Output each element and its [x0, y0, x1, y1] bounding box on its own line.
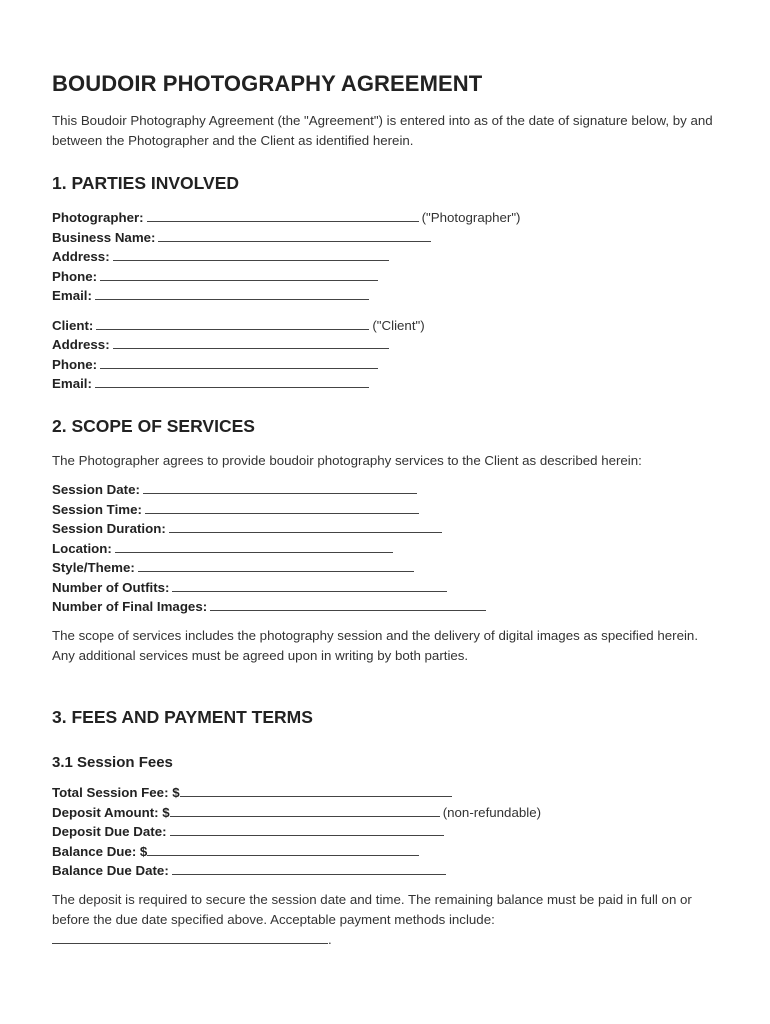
location-field — [52, 539, 732, 559]
business-name-field — [52, 228, 732, 248]
final-images-blank[interactable] — [210, 598, 486, 611]
field-label: Deposit Due Date: — [52, 824, 167, 839]
session-time-field — [52, 500, 732, 520]
field-label: Address: — [52, 337, 110, 352]
section-heading: 1. PARTIES INVOLVED — [52, 173, 240, 193]
business-name-blank[interactable] — [158, 229, 431, 242]
client-phone-field — [52, 355, 732, 375]
outfits-blank[interactable] — [172, 579, 447, 592]
photographer-email-field — [52, 286, 732, 306]
deposit-due-date-field — [52, 822, 732, 842]
balance-due-blank[interactable] — [147, 843, 419, 856]
field-label: Number of Final Images: — [52, 599, 208, 614]
photographer-phone-field — [52, 267, 732, 287]
field-label: Balance Due: $ — [52, 843, 148, 859]
balance-due-field — [52, 842, 732, 862]
field-label: Session Duration: — [52, 521, 166, 536]
deposit-due-date-blank[interactable] — [170, 823, 444, 836]
field-label: Session Date: — [52, 482, 140, 497]
session-date-blank[interactable] — [143, 481, 417, 494]
photographer-field — [52, 208, 732, 228]
scope-intro: The Photographer agrees to provide boudoir photography services to the Client as described herein: — [52, 453, 642, 468]
email-blank[interactable] — [95, 375, 369, 388]
field-label: Phone: — [52, 268, 98, 284]
field-label: Deposit Amount: $ — [52, 804, 170, 820]
field-label: Client: — [52, 317, 94, 333]
fee-fields — [52, 783, 732, 881]
email-blank[interactable] — [95, 287, 369, 300]
client-address-field — [52, 335, 732, 355]
photographer-fields — [52, 208, 732, 306]
field-label: Email: — [52, 376, 92, 391]
session-date-field — [52, 480, 732, 500]
client-email-field — [52, 374, 732, 394]
field-label: Balance Due Date: — [52, 863, 169, 878]
field-label: Session Time: — [52, 501, 142, 517]
final-images-field — [52, 597, 732, 617]
document-title: BOUDOIR PHOTOGRAPHY AGREEMENT — [52, 71, 483, 96]
section-heading: 2. SCOPE OF SERVICES — [52, 416, 255, 436]
field-suffix: ("Client") — [372, 317, 425, 333]
intro-text: This Boudoir Photography Agreement (the "Agreement") is entered into as of the date of signature below, by and between the Photographer and the Client as identified herein. — [52, 113, 713, 148]
address-blank[interactable] — [113, 336, 389, 349]
payment-note-end: . — [328, 931, 332, 947]
section-heading: 3. FEES AND PAYMENT TERMS — [52, 707, 313, 727]
session-time-blank[interactable] — [145, 501, 419, 514]
field-label: Number of Outfits: — [52, 579, 170, 595]
client-fields — [52, 316, 732, 394]
field-label: Photographer: — [52, 210, 144, 225]
phone-blank[interactable] — [100, 268, 378, 281]
intro-paragraph — [52, 111, 732, 151]
section-scope — [52, 416, 732, 666]
field-label: Location: — [52, 540, 112, 556]
deposit-amount-field — [52, 803, 732, 823]
address-blank[interactable] — [113, 248, 389, 261]
style-theme-field — [52, 558, 732, 578]
phone-blank[interactable] — [100, 356, 378, 369]
subsection-heading: 3.1 Session Fees — [52, 754, 173, 771]
scope-note: The scope of services includes the photography session and the delivery of digital images as specified herein. Any additional services must be agreed upon in writing by both parties. — [52, 627, 699, 663]
field-label: Style/Theme: — [52, 560, 135, 575]
deposit-amount-blank[interactable] — [170, 804, 440, 817]
field-label: Business Name: — [52, 229, 156, 245]
balance-due-date-blank[interactable] — [172, 862, 446, 875]
field-label: Address: — [52, 249, 110, 264]
payment-note-text: The deposit is required to secure the session date and time. The remaining balance must be paid in full on or before the due date specified above. Acceptable payment methods include: — [52, 891, 692, 927]
scope-fields — [52, 480, 732, 617]
client-blank[interactable] — [96, 317, 369, 330]
photographer-blank[interactable] — [147, 209, 419, 222]
photographer-address-field — [52, 247, 732, 267]
section-fees — [52, 707, 732, 950]
total-fee-field — [52, 783, 732, 803]
outfits-field — [52, 578, 732, 598]
field-label: Phone: — [52, 356, 98, 372]
client-field — [52, 316, 732, 336]
payment-note — [52, 890, 724, 950]
session-duration-blank[interactable] — [169, 520, 442, 533]
balance-due-date-field — [52, 861, 732, 881]
total-fee-blank[interactable] — [180, 784, 452, 797]
payment-methods-blank[interactable] — [52, 931, 328, 944]
location-blank[interactable] — [115, 540, 393, 553]
field-suffix: ("Photographer") — [421, 210, 521, 225]
field-suffix: (non-refundable) — [442, 804, 542, 820]
field-label: Total Session Fee: $ — [52, 785, 180, 800]
field-label: Email: — [52, 288, 92, 303]
style-theme-blank[interactable] — [138, 559, 414, 572]
session-duration-field — [52, 519, 732, 539]
section-parties — [52, 173, 732, 394]
